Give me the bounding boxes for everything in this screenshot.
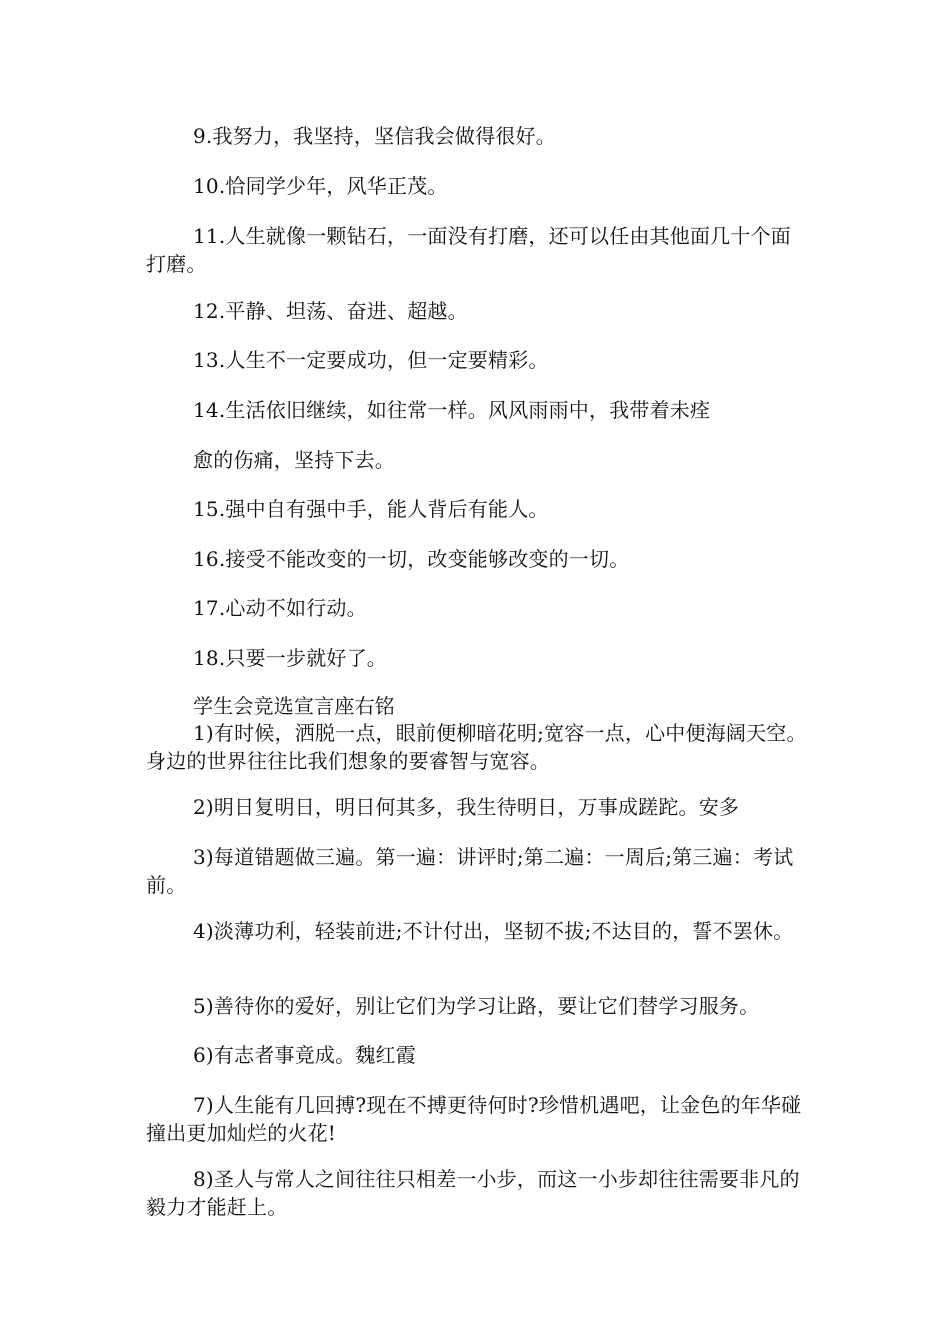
motto-7: 7)人生能有几回搏?现在不搏更待何时?珍惜机遇吧，让金色的年华碰撞出更加灿烂的火花! <box>146 1093 802 1145</box>
motto-5: 5)善待你的爱好，别让它们为学习让路，要让它们替学习服务。 <box>193 994 760 1018</box>
paragraph-12: 12.平静、坦荡、奋进、超越。 <box>193 299 468 323</box>
motto-6: 6)有志者事竟成。魏红霞 <box>193 1043 416 1067</box>
motto-8: 8)圣人与常人之间往往只相差一小步，而这一小步却往往需要非凡的毅力才能赶上。 <box>146 1167 800 1219</box>
paragraph-9: 9.我努力，我坚持，坚信我会做得很好。 <box>193 124 556 148</box>
paragraph-14b: 愈的伤痛，坚持下去。 <box>193 448 395 472</box>
paragraph-18: 18.只要一步就好了。 <box>193 646 388 670</box>
motto-2: 2)明日复明日，明日何其多，我生待明日，万事成蹉跎。安多 <box>193 795 740 819</box>
paragraph-17: 17.心动不如行动。 <box>193 596 367 620</box>
paragraph-11: 11.人生就像一颗钻石，一面没有打磨，还可以任由其他面几十个面打磨。 <box>146 224 792 276</box>
paragraph-16: 16.接受不能改变的一切，改变能够改变的一切。 <box>193 547 630 571</box>
paragraph-14a: 14.生活依旧继续，如往常一样。风风雨雨中，我带着未痊 <box>193 398 711 422</box>
motto-4: 4)淡薄功利，轻装前进;不计付出，坚韧不拔;不达目的，誓不罢休。 <box>193 919 794 943</box>
section-heading: 学生会竞选宣言座右铭 <box>193 694 395 718</box>
motto-3: 3)每道错题做三遍。第一遍：讲评时;第二遍：一周后;第三遍：考试前。 <box>146 845 794 897</box>
paragraph-10: 10.恰同学少年，风华正茂。 <box>193 174 448 198</box>
paragraph-15: 15.强中自有强中手，能人背后有能人。 <box>193 497 549 521</box>
paragraph-13: 13.人生不一定要成功，但一定要精彩。 <box>193 348 549 372</box>
motto-1: 1)有时候，洒脱一点，眼前便柳暗花明;宽容一点，心中便海阔天空。身边的世界往往比我们想象的要睿智与宽容。 <box>146 721 807 773</box>
